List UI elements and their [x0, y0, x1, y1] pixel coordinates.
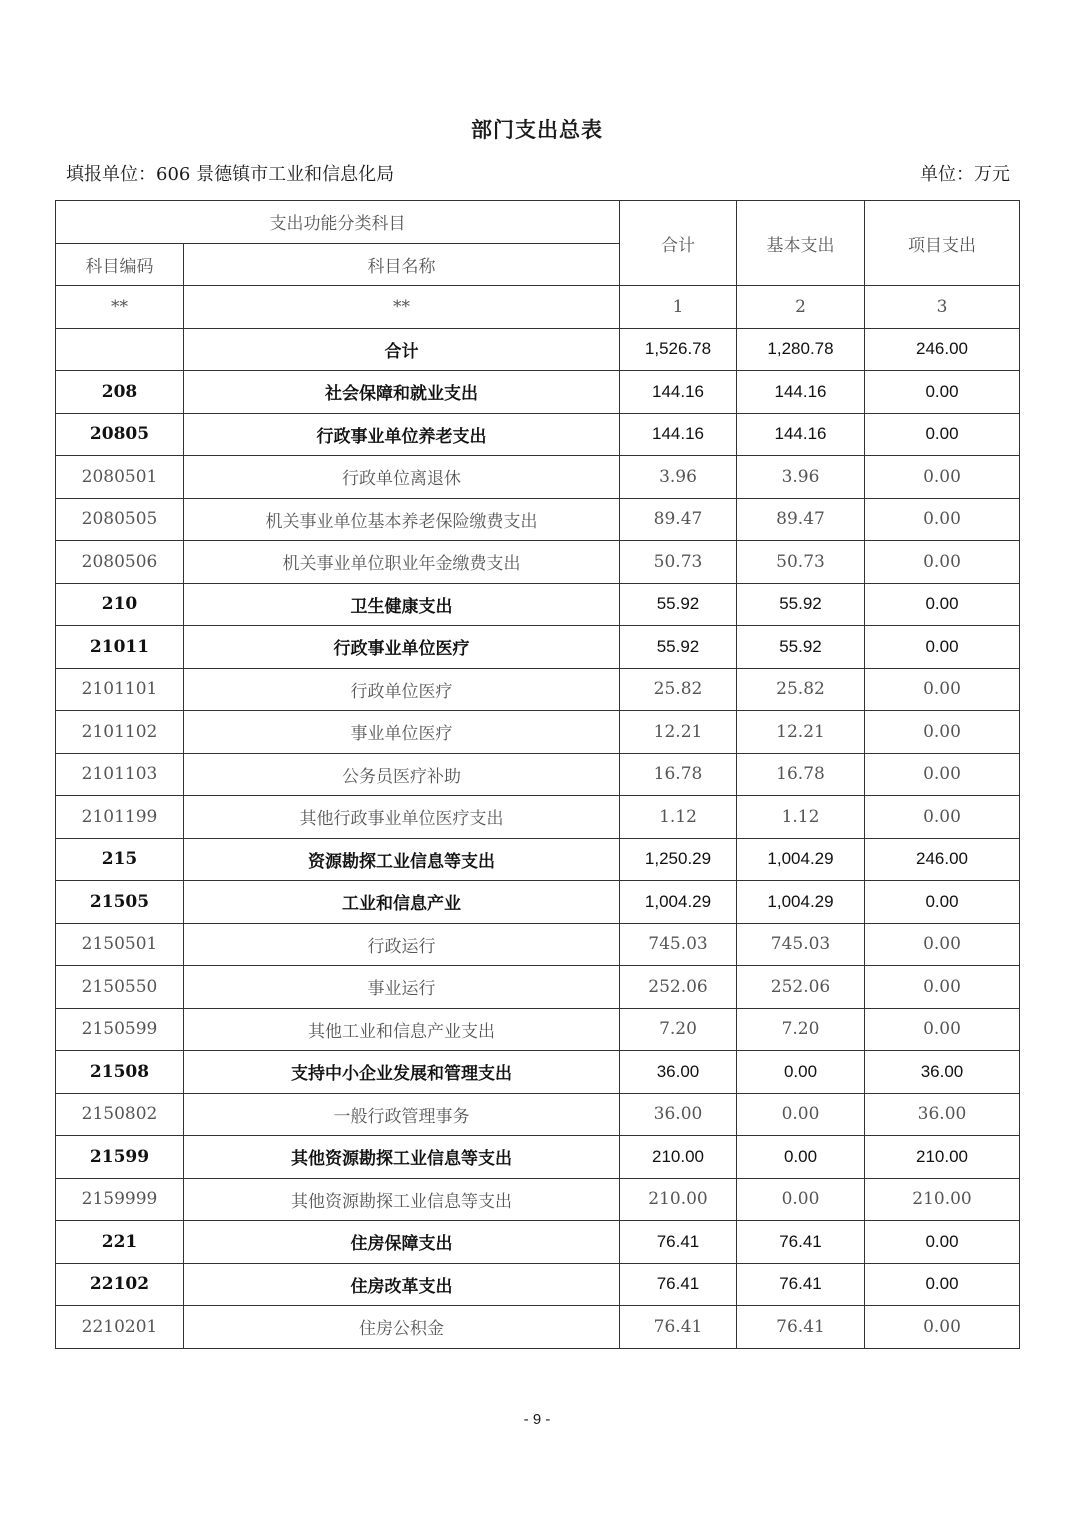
- cell-total: 1,250.29: [620, 838, 737, 881]
- cell-code: 2080501: [56, 456, 184, 499]
- cell-code: 2159999: [56, 1178, 184, 1221]
- cell-name: 其他资源勘探工业信息等支出: [184, 1136, 620, 1179]
- table-row: [56, 413, 1020, 456]
- cell-code: 210: [56, 583, 184, 626]
- cell-code: 22102: [56, 1263, 184, 1306]
- cell-basic: 50.73: [737, 541, 865, 584]
- cell-code: 2101199: [56, 796, 184, 839]
- table-row: [56, 711, 1020, 754]
- cell-total: 50.73: [620, 541, 737, 584]
- cell-basic: 144.16: [737, 413, 865, 456]
- cell-project: 36.00: [865, 1051, 1020, 1094]
- header-total: 合计: [620, 201, 737, 286]
- cell-basic: 0.00: [737, 1051, 865, 1094]
- cell-name: 住房保障支出: [184, 1221, 620, 1264]
- cell-name: 其他行政事业单位医疗支出: [184, 796, 620, 839]
- cell-project: 0.00: [865, 923, 1020, 966]
- cell-project: 0.00: [865, 583, 1020, 626]
- cell-basic: 76.41: [737, 1263, 865, 1306]
- table-row: [56, 583, 1020, 626]
- cell-basic: 7.20: [737, 1008, 865, 1051]
- cell-project: 0.00: [865, 498, 1020, 541]
- cell-code: 208: [56, 371, 184, 414]
- cell-name: 卫生健康支出: [184, 583, 620, 626]
- cell-code: 2101101: [56, 668, 184, 711]
- cell-basic: 1,280.78: [737, 328, 865, 371]
- cell-code: 2150550: [56, 966, 184, 1009]
- table-row: [56, 1178, 1020, 1221]
- cell-project: 0.00: [865, 796, 1020, 839]
- table-row: [56, 923, 1020, 966]
- table-row: [56, 371, 1020, 414]
- cell-code: 2101102: [56, 711, 184, 754]
- cell-total: 210.00: [620, 1178, 737, 1221]
- cell-total: 1.12: [620, 796, 737, 839]
- table-row: [56, 541, 1020, 584]
- cell-project: 246.00: [865, 328, 1020, 371]
- cell-total: 12.21: [620, 711, 737, 754]
- cell-project: 0.00: [865, 753, 1020, 796]
- cell-total: 745.03: [620, 923, 737, 966]
- cell-project: 0.00: [865, 456, 1020, 499]
- index-total: 1: [620, 286, 737, 329]
- cell-project: 0.00: [865, 966, 1020, 1009]
- cell-basic: 144.16: [737, 371, 865, 414]
- cell-project: 246.00: [865, 838, 1020, 881]
- cell-project: 36.00: [865, 1093, 1020, 1136]
- table-row: [56, 966, 1020, 1009]
- expenditure-table: [55, 200, 1020, 1349]
- cell-project: 0.00: [865, 541, 1020, 584]
- cell-total: 25.82: [620, 668, 737, 711]
- cell-name: 资源勘探工业信息等支出: [184, 838, 620, 881]
- cell-total: 55.92: [620, 626, 737, 669]
- cell-total: 36.00: [620, 1093, 737, 1136]
- table-row: [56, 1093, 1020, 1136]
- cell-code: 2150501: [56, 923, 184, 966]
- cell-total: 1,526.78: [620, 328, 737, 371]
- table-row: [56, 1306, 1020, 1349]
- cell-code: 2101103: [56, 753, 184, 796]
- cell-basic: 0.00: [737, 1093, 865, 1136]
- cell-basic: 1,004.29: [737, 838, 865, 881]
- page-number: - 9 -: [523, 1411, 551, 1428]
- cell-total: 3.96: [620, 456, 737, 499]
- table-row: [56, 1221, 1020, 1264]
- cell-name: 其他工业和信息产业支出: [184, 1008, 620, 1051]
- cell-project: 0.00: [865, 711, 1020, 754]
- index-code: **: [56, 286, 184, 329]
- cell-total: 7.20: [620, 1008, 737, 1051]
- page-title: 部门支出总表: [471, 117, 603, 142]
- cell-code: 221: [56, 1221, 184, 1264]
- cell-project: 0.00: [865, 881, 1020, 924]
- reporting-unit: 填报单位：606 景德镇市工业和信息化局: [66, 164, 395, 185]
- cell-name: 一般行政管理事务: [184, 1093, 620, 1136]
- table-row: [56, 796, 1020, 839]
- cell-code: 21505: [56, 881, 184, 924]
- table-row: [56, 1051, 1020, 1094]
- cell-basic: 252.06: [737, 966, 865, 1009]
- cell-name: 工业和信息产业: [184, 881, 620, 924]
- cell-name: 行政单位离退休: [184, 456, 620, 499]
- cell-total: 55.92: [620, 583, 737, 626]
- index-name: **: [184, 286, 620, 329]
- cell-basic: 55.92: [737, 626, 865, 669]
- cell-basic: 25.82: [737, 668, 865, 711]
- table-row: [56, 1136, 1020, 1179]
- cell-name: 机关事业单位职业年金缴费支出: [184, 541, 620, 584]
- table-row: [56, 328, 1020, 371]
- cell-name: 合计: [184, 328, 620, 371]
- cell-name: 社会保障和就业支出: [184, 371, 620, 414]
- cell-code: 2150599: [56, 1008, 184, 1051]
- cell-name: 住房公积金: [184, 1306, 620, 1349]
- cell-total: 89.47: [620, 498, 737, 541]
- cell-total: 76.41: [620, 1263, 737, 1306]
- currency-unit: 单位：万元: [920, 164, 1010, 185]
- cell-basic: 76.41: [737, 1306, 865, 1349]
- header-code: 科目编码: [56, 243, 184, 286]
- cell-project: 0.00: [865, 1221, 1020, 1264]
- cell-basic: 1.12: [737, 796, 865, 839]
- cell-basic: 55.92: [737, 583, 865, 626]
- table-row: [56, 498, 1020, 541]
- cell-total: 210.00: [620, 1136, 737, 1179]
- cell-total: 76.41: [620, 1306, 737, 1349]
- cell-code: 215: [56, 838, 184, 881]
- cell-basic: 76.41: [737, 1221, 865, 1264]
- cell-total: 1,004.29: [620, 881, 737, 924]
- cell-project: 210.00: [865, 1136, 1020, 1179]
- table-row: [56, 456, 1020, 499]
- cell-project: 0.00: [865, 371, 1020, 414]
- cell-basic: 1,004.29: [737, 881, 865, 924]
- cell-name: 行政事业单位医疗: [184, 626, 620, 669]
- cell-code: 2080506: [56, 541, 184, 584]
- cell-total: 16.78: [620, 753, 737, 796]
- cell-project: 0.00: [865, 668, 1020, 711]
- cell-project: 0.00: [865, 1306, 1020, 1349]
- cell-name: 其他资源勘探工业信息等支出: [184, 1178, 620, 1221]
- cell-code: 21508: [56, 1051, 184, 1094]
- cell-code: 2210201: [56, 1306, 184, 1349]
- cell-total: 252.06: [620, 966, 737, 1009]
- table-row: [56, 668, 1020, 711]
- cell-total: 144.16: [620, 413, 737, 456]
- cell-name: 机关事业单位基本养老保险缴费支出: [184, 498, 620, 541]
- cell-code: 21011: [56, 626, 184, 669]
- cell-project: 0.00: [865, 626, 1020, 669]
- cell-total: 36.00: [620, 1051, 737, 1094]
- cell-total: 144.16: [620, 371, 737, 414]
- cell-basic: 0.00: [737, 1178, 865, 1221]
- cell-code: 2080505: [56, 498, 184, 541]
- cell-project: 0.00: [865, 1263, 1020, 1306]
- cell-basic: 3.96: [737, 456, 865, 499]
- cell-project: 0.00: [865, 413, 1020, 456]
- cell-code: 21599: [56, 1136, 184, 1179]
- table-row: [56, 881, 1020, 924]
- cell-basic: 16.78: [737, 753, 865, 796]
- header-project: 项目支出: [865, 201, 1020, 286]
- cell-name: 行政事业单位养老支出: [184, 413, 620, 456]
- cell-total: 76.41: [620, 1221, 737, 1264]
- header-name: 科目名称: [184, 243, 620, 286]
- cell-basic: 0.00: [737, 1136, 865, 1179]
- cell-name: 住房改革支出: [184, 1263, 620, 1306]
- cell-name: 行政单位医疗: [184, 668, 620, 711]
- cell-code: [56, 328, 184, 371]
- cell-name: 支持中小企业发展和管理支出: [184, 1051, 620, 1094]
- cell-code: 2150802: [56, 1093, 184, 1136]
- cell-basic: 12.21: [737, 711, 865, 754]
- header-basic: 基本支出: [737, 201, 865, 286]
- index-basic: 2: [737, 286, 865, 329]
- cell-basic: 89.47: [737, 498, 865, 541]
- cell-name: 行政运行: [184, 923, 620, 966]
- cell-code: 20805: [56, 413, 184, 456]
- table-row: [56, 838, 1020, 881]
- index-project: 3: [865, 286, 1020, 329]
- cell-name: 公务员医疗补助: [184, 753, 620, 796]
- table-row: [56, 1008, 1020, 1051]
- cell-name: 事业运行: [184, 966, 620, 1009]
- table-row: [56, 626, 1020, 669]
- header-group: 支出功能分类科目: [56, 201, 620, 244]
- table-row: [56, 753, 1020, 796]
- cell-project: 210.00: [865, 1178, 1020, 1221]
- cell-basic: 745.03: [737, 923, 865, 966]
- cell-name: 事业单位医疗: [184, 711, 620, 754]
- table-row: [56, 1263, 1020, 1306]
- cell-project: 0.00: [865, 1008, 1020, 1051]
